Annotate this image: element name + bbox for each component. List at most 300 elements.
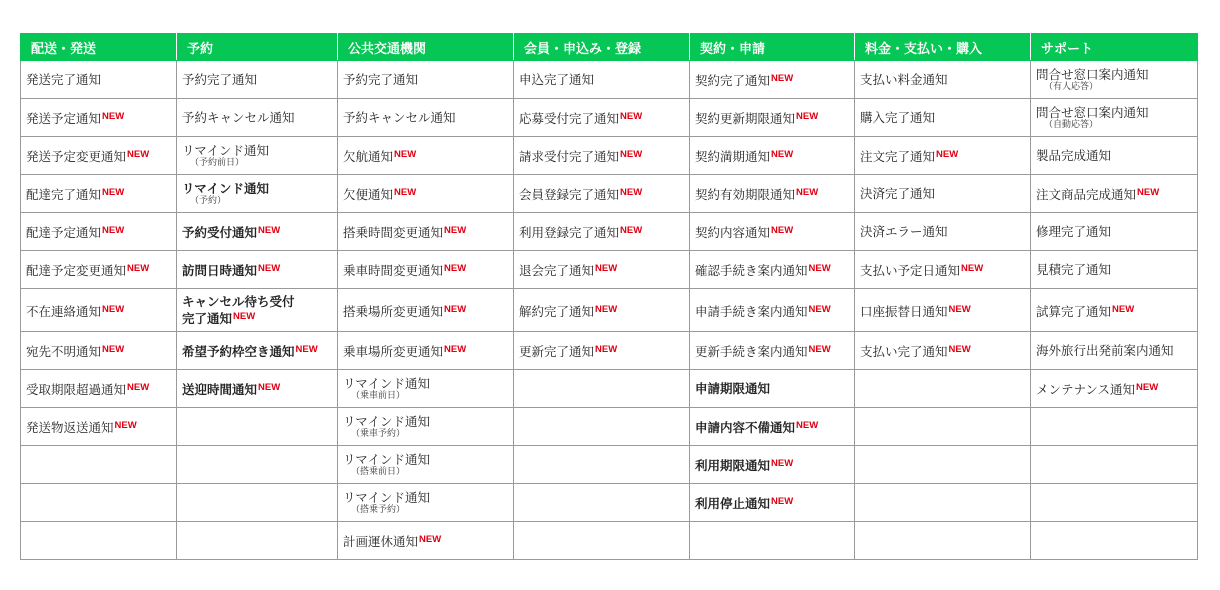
- new-badge: NEW: [1137, 187, 1160, 198]
- cell-content: [26, 261, 149, 278]
- new-badge: NEW: [102, 187, 125, 198]
- notification-name: リマインド通知: [182, 142, 270, 158]
- notification-subtitle: （予約）: [190, 195, 227, 206]
- table-cell: [177, 289, 338, 332]
- notification-name: 利用期限通知: [695, 458, 771, 473]
- new-badge: NEW: [127, 263, 150, 274]
- table-cell: [690, 213, 855, 251]
- table-cell: [1031, 213, 1198, 251]
- table-cell: [338, 61, 514, 99]
- table-cell: [1031, 370, 1198, 408]
- table-cell: [177, 484, 338, 522]
- notification-name: 口座振替日通知: [860, 303, 948, 319]
- notification-name: 利用登録完了通知: [519, 225, 620, 240]
- table-cell: [514, 446, 690, 484]
- table-cell: [690, 446, 855, 484]
- new-badge: NEW: [796, 187, 819, 198]
- notification-subtitle: （有人応答）: [1044, 81, 1099, 92]
- table-cell: [855, 137, 1031, 175]
- table-cell: [21, 370, 177, 408]
- cell-content: [695, 381, 770, 396]
- new-badge: NEW: [808, 303, 831, 315]
- cell-content: [519, 342, 617, 359]
- cell-content: [343, 490, 430, 516]
- cell-content: [860, 147, 958, 164]
- new-badge: NEW: [808, 263, 831, 274]
- cell-content: [1036, 302, 1134, 319]
- notification-subtitle: （自動応答）: [1044, 119, 1099, 130]
- notification-name: 申請期限通知: [695, 381, 771, 396]
- cell-content: [860, 302, 971, 319]
- cell-content: [1036, 380, 1158, 397]
- table-cell: [338, 370, 514, 408]
- table-cell: [514, 484, 690, 522]
- cell-content: [695, 494, 793, 511]
- notification-name: 欠航通知: [343, 149, 394, 164]
- notification-name-line2: 完了通知: [182, 311, 233, 326]
- table-cell: [177, 251, 338, 289]
- cell-content: [26, 185, 124, 202]
- new-badge: NEW: [394, 149, 417, 160]
- cell-content: [860, 72, 948, 87]
- table-cell: [21, 289, 177, 332]
- table-cell: [177, 370, 338, 408]
- notification-name: 乗車場所変更通知: [343, 344, 444, 359]
- column-header: 料金・支払い・購入: [855, 34, 1031, 61]
- notification-name: 会員登録完了通知: [519, 187, 620, 202]
- table-cell: [21, 99, 177, 137]
- notification-name: 見積完了通知: [1036, 262, 1112, 277]
- table-row: [21, 213, 1198, 251]
- cell-content: [695, 302, 831, 319]
- notification-subtitle: （搭乗予約）: [351, 504, 406, 515]
- notification-name: 契約有効期限通知: [695, 187, 796, 202]
- table-row: [21, 484, 1198, 522]
- notification-name: 請求受付完了通知: [519, 149, 620, 164]
- table-row: [21, 370, 1198, 408]
- notification-name: 購入完了通知: [860, 110, 936, 125]
- notification-subtitle: （乗車予約）: [351, 428, 406, 439]
- table-cell: [177, 332, 338, 370]
- notification-name: 支払い料金通知: [860, 72, 948, 87]
- table-cell: [690, 332, 855, 370]
- cell-content: [519, 109, 642, 126]
- notification-name: 予約キャンセル通知: [343, 110, 456, 125]
- table-cell: [1031, 446, 1198, 484]
- table-cell: [855, 484, 1031, 522]
- table-cell: [514, 251, 690, 289]
- table-header: [21, 34, 1198, 61]
- notification-name: 不在連絡通知: [26, 303, 102, 319]
- cell-content: [519, 72, 594, 87]
- cell-content: [695, 456, 793, 473]
- notification-name: 修理完了通知: [1036, 224, 1112, 239]
- table-cell: [338, 484, 514, 522]
- table-cell: [855, 370, 1031, 408]
- table-cell: [1031, 332, 1198, 370]
- notification-name: 解約完了通知: [519, 303, 595, 319]
- notification-name: リマインド通知: [343, 413, 431, 429]
- cell-content: [1036, 343, 1174, 358]
- table-cell: [1031, 99, 1198, 137]
- cell-content: [695, 71, 793, 88]
- column-header: 予約: [177, 34, 338, 61]
- notification-subtitle: （予約前日）: [190, 157, 245, 168]
- notification-name: 申請内容不備通知: [695, 420, 796, 435]
- cell-content: [860, 342, 971, 359]
- notification-subtitle: （搭乗前日）: [351, 466, 406, 477]
- notification-name: リマインド通知: [343, 451, 431, 467]
- table-cell: [1031, 408, 1198, 446]
- cell-content: [1036, 224, 1111, 239]
- table-cell: [855, 289, 1031, 332]
- cell-content: [860, 110, 935, 125]
- table-cell: [338, 99, 514, 137]
- new-badge: NEW: [620, 149, 643, 160]
- cell-content: [343, 110, 456, 125]
- table-cell: [690, 251, 855, 289]
- table-cell: [21, 408, 177, 446]
- table-cell: [21, 213, 177, 251]
- notification-name: 応募受付完了通知: [519, 111, 620, 126]
- cell-content: [343, 261, 466, 278]
- table-cell: [338, 446, 514, 484]
- notification-name: 決済完了通知: [860, 186, 936, 201]
- cell-content: [1036, 105, 1149, 131]
- cell-content: [519, 302, 617, 319]
- table-cell: [338, 213, 514, 251]
- new-badge: NEW: [948, 303, 971, 315]
- notification-name: 搭乗時間変更通知: [343, 225, 444, 240]
- notification-name: 発送予定変更通知: [26, 149, 127, 164]
- new-badge: NEW: [444, 263, 467, 274]
- table-row: [21, 251, 1198, 289]
- new-badge: NEW: [595, 303, 618, 315]
- cell-content: [695, 261, 831, 278]
- table-cell: [1031, 251, 1198, 289]
- table-row: [21, 446, 1198, 484]
- new-badge: NEW: [1136, 382, 1159, 393]
- table-cell: [855, 213, 1031, 251]
- table-cell: [338, 332, 514, 370]
- table-cell: [21, 484, 177, 522]
- table-cell: [690, 99, 855, 137]
- table-cell: [177, 446, 338, 484]
- table-cell: [690, 484, 855, 522]
- notification-name: 更新完了通知: [519, 344, 595, 359]
- table-cell: [338, 137, 514, 175]
- cell-content: [695, 109, 818, 126]
- cell-content: [695, 342, 831, 359]
- cell-content: [26, 342, 124, 359]
- table-cell: [514, 332, 690, 370]
- table-cell: [338, 522, 514, 560]
- notification-table: [20, 33, 1198, 560]
- notification-name: 契約内容通知: [695, 225, 771, 240]
- cell-content: [343, 376, 430, 402]
- new-badge: NEW: [127, 382, 150, 393]
- new-badge: NEW: [102, 225, 125, 236]
- cell-content: [519, 261, 617, 278]
- notification-name: 契約更新期限通知: [695, 111, 796, 126]
- new-badge: NEW: [595, 263, 618, 274]
- table-row: [21, 61, 1198, 99]
- table-cell: [855, 251, 1031, 289]
- table-cell: [177, 61, 338, 99]
- new-badge: NEW: [102, 303, 125, 315]
- notification-name: 予約受付通知: [182, 225, 258, 240]
- table-cell: [177, 137, 338, 175]
- table-row: [21, 99, 1198, 137]
- table-cell: [855, 446, 1031, 484]
- new-badge: NEW: [771, 149, 794, 160]
- cell-content: [182, 72, 257, 87]
- notification-name: 契約満期通知: [695, 149, 771, 164]
- new-badge: NEW: [808, 344, 831, 355]
- table-cell: [1031, 137, 1198, 175]
- table-row: [21, 408, 1198, 446]
- new-badge: NEW: [444, 344, 467, 355]
- new-badge: NEW: [233, 311, 256, 322]
- cell-content: [26, 418, 137, 435]
- notification-name: 問合せ窓口案内通知: [1036, 66, 1149, 82]
- cell-content: [1036, 148, 1111, 163]
- cell-content: [182, 342, 318, 359]
- notification-name: 送迎時間通知: [182, 382, 258, 397]
- table-cell: [690, 370, 855, 408]
- new-badge: NEW: [796, 111, 819, 122]
- notification-name: 予約キャンセル通知: [182, 110, 295, 125]
- cell-content: [343, 185, 416, 202]
- table-cell: [514, 370, 690, 408]
- table-cell: [855, 61, 1031, 99]
- table-cell: [177, 522, 338, 560]
- cell-content: [343, 342, 466, 359]
- cell-content: [26, 109, 124, 126]
- notification-name: 配達予定変更通知: [26, 263, 127, 278]
- notification-name: 申込完了通知: [519, 72, 595, 87]
- cell-content: [26, 223, 124, 240]
- new-badge: NEW: [948, 344, 971, 355]
- new-badge: NEW: [295, 344, 318, 355]
- table-cell: [338, 408, 514, 446]
- cell-content: [1036, 185, 1159, 202]
- cell-content: [343, 72, 418, 87]
- table-cell: [855, 99, 1031, 137]
- new-badge: NEW: [771, 496, 794, 507]
- table-row: [21, 332, 1198, 370]
- table-cell: [690, 289, 855, 332]
- new-badge: NEW: [258, 225, 281, 236]
- new-badge: NEW: [258, 263, 281, 274]
- new-badge: NEW: [620, 225, 643, 236]
- table-row: [21, 137, 1198, 175]
- table-cell: [1031, 61, 1198, 99]
- notification-name: 訪問日時通知: [182, 263, 258, 278]
- table-cell: [514, 175, 690, 213]
- table-cell: [1031, 289, 1198, 332]
- new-badge: NEW: [102, 111, 125, 122]
- new-badge: NEW: [114, 420, 137, 431]
- table-cell: [514, 137, 690, 175]
- table-cell: [177, 175, 338, 213]
- cell-content: [1036, 67, 1149, 93]
- table-cell: [855, 408, 1031, 446]
- notification-name: 確認手続き案内通知: [695, 263, 808, 278]
- new-badge: NEW: [444, 303, 467, 315]
- table-cell: [21, 175, 177, 213]
- cell-content: [519, 185, 642, 202]
- cell-content: [343, 302, 466, 319]
- table-cell: [514, 213, 690, 251]
- cell-content: [182, 181, 269, 207]
- table-row: [21, 175, 1198, 213]
- notification-name: 試算完了通知: [1036, 303, 1112, 319]
- column-header: サポート: [1031, 34, 1198, 61]
- notification-name: 乗車時間変更通知: [343, 263, 444, 278]
- notification-name: 問合せ窓口案内通知: [1036, 104, 1149, 120]
- new-badge: NEW: [1112, 303, 1135, 315]
- table-cell: [338, 251, 514, 289]
- cell-content: [860, 186, 935, 201]
- notification-name: 支払い予定日通知: [860, 263, 961, 278]
- table-row: [21, 522, 1198, 560]
- table-cell: [855, 175, 1031, 213]
- column-header: 公共交通機関: [338, 34, 514, 61]
- table-cell: [514, 522, 690, 560]
- notification-name: 支払い完了通知: [860, 344, 948, 359]
- new-badge: NEW: [419, 534, 442, 545]
- notification-name: 申請手続き案内通知: [695, 303, 808, 319]
- new-badge: NEW: [595, 344, 618, 355]
- table-cell: [21, 61, 177, 99]
- notification-subtitle: （乗車前日）: [351, 390, 406, 401]
- notification-name: 発送物返送通知: [26, 420, 114, 435]
- notification-name: 搭乗場所変更通知: [343, 303, 444, 319]
- notification-name: リマインド通知: [343, 375, 431, 391]
- table-cell: [690, 175, 855, 213]
- notification-name: 利用停止通知: [695, 496, 771, 511]
- table-cell: [690, 61, 855, 99]
- notification-name: リマインド通知: [182, 180, 270, 196]
- table-row: [21, 289, 1198, 332]
- notification-name: 欠便通知: [343, 187, 394, 202]
- cell-content: [343, 532, 441, 549]
- new-badge: NEW: [258, 382, 281, 393]
- new-badge: NEW: [620, 187, 643, 198]
- notification-name: 発送完了通知: [26, 72, 102, 87]
- column-header: 配送・発送: [21, 34, 177, 61]
- notification-name: 更新手続き案内通知: [695, 344, 808, 359]
- notification-name: 海外旅行出発前案内通知: [1036, 343, 1174, 358]
- notification-name: 決済エラー通知: [860, 224, 948, 239]
- table-body: [21, 61, 1198, 560]
- table-cell: [338, 289, 514, 332]
- new-badge: NEW: [620, 111, 643, 122]
- notification-name: 配達完了通知: [26, 187, 102, 202]
- table-cell: [177, 408, 338, 446]
- header-row: [21, 34, 1198, 61]
- new-badge: NEW: [796, 420, 819, 431]
- cell-content: [182, 110, 295, 125]
- column-header: 契約・申請: [690, 34, 855, 61]
- notification-name: 配達予定通知: [26, 225, 102, 240]
- new-badge: NEW: [444, 225, 467, 236]
- table-cell: [514, 61, 690, 99]
- cell-content: [182, 294, 295, 326]
- table-cell: [177, 213, 338, 251]
- table-cell: [690, 408, 855, 446]
- cell-content: [182, 143, 269, 169]
- notification-name: 発送予定通知: [26, 111, 102, 126]
- cell-content: [343, 147, 416, 164]
- column-header: 会員・申込み・登録: [514, 34, 690, 61]
- table-cell: [1031, 175, 1198, 213]
- notification-name: 退会完了通知: [519, 263, 595, 278]
- cell-content: [1036, 262, 1111, 277]
- table-cell: [21, 251, 177, 289]
- table-cell: [1031, 484, 1198, 522]
- cell-content: [26, 147, 149, 164]
- table-cell: [690, 522, 855, 560]
- table-cell: [690, 137, 855, 175]
- notification-name: キャンセル待ち受付: [182, 294, 295, 309]
- cell-content: [182, 223, 280, 240]
- notification-name: 注文商品完成通知: [1036, 187, 1137, 202]
- notification-name: 注文完了通知: [860, 149, 936, 164]
- table-cell: [514, 408, 690, 446]
- cell-content: [695, 147, 793, 164]
- cell-content: [343, 414, 430, 440]
- cell-content: [343, 452, 430, 478]
- table-cell: [21, 332, 177, 370]
- cell-content: [860, 261, 983, 278]
- table-cell: [514, 289, 690, 332]
- new-badge: NEW: [771, 458, 794, 469]
- new-badge: NEW: [127, 149, 150, 160]
- cell-content: [182, 380, 280, 397]
- table-cell: [338, 175, 514, 213]
- notification-name: 予約完了通知: [182, 72, 258, 87]
- cell-content: [860, 224, 948, 239]
- new-badge: NEW: [771, 73, 794, 84]
- notification-name: 計画運休通知: [343, 534, 419, 549]
- new-badge: NEW: [961, 263, 984, 274]
- cell-content: [26, 72, 101, 87]
- table-cell: [21, 137, 177, 175]
- table-cell: [514, 99, 690, 137]
- cell-content: [695, 223, 793, 240]
- table-cell: [177, 99, 338, 137]
- cell-content: [26, 302, 124, 319]
- table-cell: [21, 522, 177, 560]
- table-cell: [855, 522, 1031, 560]
- new-badge: NEW: [936, 149, 959, 160]
- cell-content: [182, 261, 280, 278]
- cell-content: [519, 223, 642, 240]
- notification-name: リマインド通知: [343, 489, 431, 505]
- new-badge: NEW: [771, 225, 794, 236]
- table-cell: [855, 332, 1031, 370]
- notification-name: 製品完成通知: [1036, 148, 1112, 163]
- notification-name: 宛先不明通知: [26, 344, 102, 359]
- cell-content: [26, 380, 149, 397]
- notification-name: 契約完了通知: [695, 73, 771, 88]
- table-cell: [1031, 522, 1198, 560]
- cell-content: [519, 147, 642, 164]
- table-cell: [21, 446, 177, 484]
- new-badge: NEW: [102, 344, 125, 355]
